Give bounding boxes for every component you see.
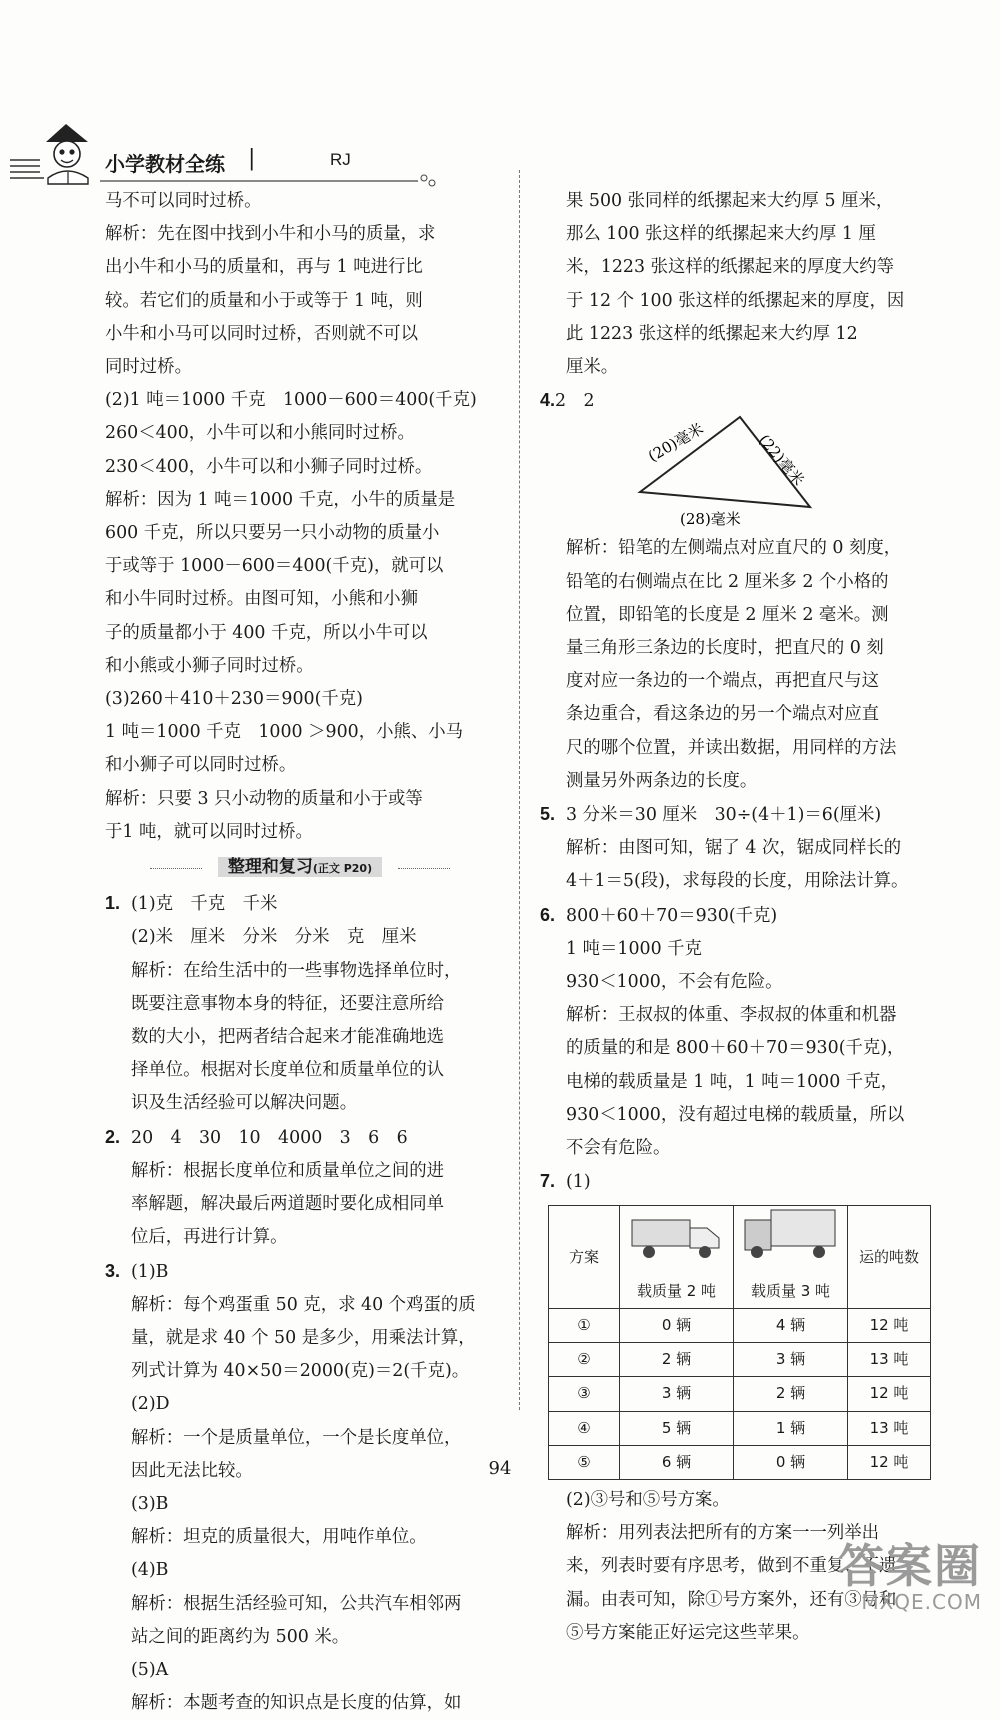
text-line: 600 千克，所以只要另一只小动物的质量小 bbox=[105, 523, 440, 544]
answer-text: 解析：根据生活经验可知，公共汽车相邻两 bbox=[131, 1593, 462, 1614]
table-cell: 3 辆 bbox=[620, 1377, 734, 1411]
text-line bbox=[540, 532, 960, 565]
answer-text: 的质量的和是 800＋60＋70＝930(千克)， bbox=[566, 1038, 905, 1059]
review-answers-left bbox=[105, 887, 505, 1720]
truck-2t-icon bbox=[627, 1212, 727, 1262]
question-number: 5. bbox=[540, 804, 556, 825]
text-line: 260＜400，小牛可以和小熊同时过桥。 bbox=[105, 423, 415, 444]
text-line: 米，1223 张这样的纸摞起来的厚度大约等 bbox=[566, 257, 895, 278]
text-line bbox=[105, 1221, 505, 1254]
text-line: (2)1 吨＝1000 千克 1000－600＝400(千克) bbox=[105, 390, 477, 411]
question-number: 4. bbox=[540, 390, 556, 411]
text-line bbox=[105, 1521, 505, 1554]
watermark bbox=[838, 1530, 982, 1614]
answer-text: 930＜1000，不会有危险。 bbox=[566, 972, 783, 993]
answer-text: 既要注意事物本身的特征，还要注意所给 bbox=[131, 993, 445, 1014]
text-line: 子的质量都小于 400 千克，所以小牛可以 bbox=[105, 622, 428, 643]
text-line bbox=[105, 1289, 505, 1322]
section-title: 整理和复习 bbox=[227, 857, 313, 878]
text-line: 解析：因为 1 吨＝1000 千克，小牛的质量是 bbox=[105, 489, 456, 510]
text-line bbox=[105, 1054, 505, 1087]
text-line: 小牛和小马可以同时过桥，否则就不可以 bbox=[105, 323, 419, 344]
answer-text: 位后，再进行计算。 bbox=[131, 1227, 288, 1248]
question-line bbox=[105, 887, 505, 921]
table-row bbox=[549, 1343, 931, 1377]
answer-text: 数的大小，把两者结合起来才能准确地选 bbox=[131, 1027, 445, 1048]
table-cell: 12 吨 bbox=[848, 1445, 931, 1479]
text-line bbox=[105, 955, 505, 988]
answer-text: 位置，即铅笔的长度是 2 厘米 2 毫米。测 bbox=[566, 604, 889, 625]
text-line: 和小狮子可以同时过桥。 bbox=[105, 755, 297, 776]
text-line bbox=[105, 921, 505, 954]
table-cell: 13 吨 bbox=[848, 1343, 931, 1377]
answer-text: 解析：一个是质量单位，一个是长度单位， bbox=[131, 1427, 462, 1448]
text-line bbox=[105, 1588, 505, 1621]
question-line bbox=[105, 1255, 505, 1289]
table-row bbox=[549, 1377, 931, 1411]
text-line: (3)260＋410＋230＝900(千克) bbox=[105, 689, 363, 710]
watermark-url: MXQE.COM bbox=[861, 1590, 982, 1614]
book-title: 小学教材全练 bbox=[105, 152, 225, 176]
triangle-figure bbox=[630, 412, 830, 532]
answer-text: 3 分米＝30 厘米 30÷(4＋1)＝6(厘米) bbox=[566, 805, 882, 826]
text-line: 1 吨＝1000 千克 1000 ＞900，小熊、小马 bbox=[105, 722, 464, 743]
truck-3t-label: 载质量 3 吨 bbox=[750, 1281, 831, 1300]
answer-text: (4)B bbox=[131, 1560, 169, 1581]
text-line bbox=[105, 1355, 505, 1388]
truck-3t-icon bbox=[741, 1206, 841, 1262]
question-number: 2. bbox=[105, 1126, 121, 1147]
table-header-cell bbox=[734, 1206, 848, 1308]
text-line bbox=[105, 1621, 505, 1654]
plan-table bbox=[548, 1205, 931, 1479]
text-line: 果 500 张同样的纸摞起来大约厚 5 厘米， bbox=[566, 191, 894, 211]
text-line: 于1 吨，就可以同时过桥。 bbox=[105, 821, 313, 842]
text-line bbox=[105, 1087, 505, 1120]
text-line: 出小牛和小马的质量和，再与 1 吨进行比 bbox=[105, 257, 423, 278]
answer-text: 解析：坦克的质量很大，用吨作单位。 bbox=[131, 1527, 427, 1548]
text-line bbox=[540, 732, 960, 765]
left-column bbox=[105, 185, 505, 1720]
table-cell: 1 辆 bbox=[734, 1411, 848, 1445]
table-cell: 0 辆 bbox=[734, 1445, 848, 1479]
table-cell: 13 吨 bbox=[848, 1411, 931, 1445]
text-line bbox=[540, 1099, 960, 1132]
table-cell: 12 吨 bbox=[848, 1377, 931, 1411]
question-line bbox=[540, 798, 960, 832]
question-line bbox=[105, 1121, 505, 1155]
answer-text: 测量另外两条边的长度。 bbox=[566, 770, 758, 791]
section-heading bbox=[150, 851, 450, 885]
text-line bbox=[540, 1032, 960, 1065]
text-line bbox=[540, 999, 960, 1032]
table-cell: ① bbox=[549, 1308, 620, 1342]
text-line bbox=[105, 1554, 505, 1587]
question-number: 6. bbox=[540, 904, 556, 925]
text-line bbox=[105, 1322, 505, 1355]
text-line bbox=[540, 832, 960, 865]
truck-2t-label: 载质量 2 吨 bbox=[636, 1281, 717, 1300]
table-header-cell bbox=[620, 1206, 734, 1308]
text-line bbox=[540, 765, 960, 798]
text-line: 解析：用列表法把所有的方案一一列举出 bbox=[566, 1523, 880, 1544]
table-cell: 12 吨 bbox=[848, 1308, 931, 1342]
text-line bbox=[540, 566, 960, 599]
text-line: (2)③号和⑤号方案。 bbox=[566, 1489, 730, 1510]
answers-right bbox=[540, 532, 960, 1199]
answer-text: 解析：本题考查的知识点是长度的估算，如 bbox=[131, 1693, 462, 1714]
page-number: 94 bbox=[488, 1458, 512, 1479]
triangle-left-label: (20)毫米 bbox=[645, 419, 707, 466]
text-line bbox=[540, 599, 960, 632]
answer-text: 尺的哪个位置，并读出数据，用同样的方法 bbox=[566, 737, 897, 758]
title-separator: | bbox=[248, 146, 256, 171]
text-line: 马不可以同时过桥。 bbox=[105, 191, 262, 211]
answer-text: (1)克 千克 千米 bbox=[131, 894, 278, 915]
triangle-bottom-label: (28)毫米 bbox=[680, 510, 741, 529]
text-line: 来，列表时要有序思考，做到不重复、不遗 bbox=[566, 1556, 897, 1577]
answer-text: 条边重合，看这条边的另一个端点对应直 bbox=[566, 704, 880, 725]
text-line bbox=[105, 988, 505, 1021]
answer-text: 率解题，解决最后两道题时要化成相同单 bbox=[131, 1194, 445, 1215]
text-line: 于或等于 1000－600＝400(千克)，就可以 bbox=[105, 556, 444, 577]
text-line: 解析：只要 3 只小动物的质量和小于或等 bbox=[105, 788, 423, 809]
triangle-right-label: (22)毫米 bbox=[754, 431, 808, 490]
answer-text: 解析：王叔叔的体重、李叔叔的体重和机器 bbox=[566, 1005, 897, 1026]
answer-text: (2)D bbox=[131, 1394, 170, 1415]
table-header-cell: 方案 bbox=[549, 1206, 620, 1308]
answer-text: (1) bbox=[566, 1172, 591, 1193]
text-line bbox=[105, 1188, 505, 1221]
text-line bbox=[105, 1687, 505, 1720]
answer-text: 1 吨＝1000 千克 bbox=[566, 938, 702, 959]
text-line: 较。若它们的质量和小于或等于 1 吨，则 bbox=[105, 290, 423, 311]
answer-text: 不会有危险。 bbox=[566, 1138, 671, 1159]
answer-text: (5)A bbox=[131, 1659, 169, 1680]
column-divider bbox=[519, 170, 520, 1410]
table-cell: 3 辆 bbox=[734, 1343, 848, 1377]
text-line: 和小熊或小狮子同时过桥。 bbox=[105, 655, 314, 676]
answer-text: (3)B bbox=[131, 1493, 169, 1514]
answer-text: 解析：铅笔的左侧端点对应直尺的 0 刻度， bbox=[566, 538, 902, 559]
table-cell: 6 辆 bbox=[620, 1445, 734, 1479]
answer-text: 2 2 bbox=[555, 391, 595, 412]
text-line bbox=[105, 1388, 505, 1421]
table-cell: 5 辆 bbox=[620, 1411, 734, 1445]
text-line bbox=[540, 698, 960, 731]
text-line: 此 1223 张这样的纸摞起来大约厚 12 bbox=[566, 323, 858, 344]
question-line bbox=[540, 899, 960, 933]
text-line bbox=[540, 933, 960, 966]
text-line: 厘米。 bbox=[566, 357, 619, 378]
table-cell: ④ bbox=[549, 1411, 620, 1445]
text-line: 同时过桥。 bbox=[105, 357, 192, 378]
text-line bbox=[540, 865, 960, 898]
table-row bbox=[549, 1411, 931, 1445]
text-line: ⑤号方案能正好运完这些苹果。 bbox=[566, 1622, 810, 1643]
text-line bbox=[540, 665, 960, 698]
text-line bbox=[105, 1155, 505, 1188]
answer-text: 930＜1000，没有超过电梯的载质量，所以 bbox=[566, 1104, 905, 1125]
text-line bbox=[105, 1422, 505, 1455]
table-cell: 2 辆 bbox=[734, 1377, 848, 1411]
question-number: 7. bbox=[540, 1171, 556, 1192]
table-cell: 2 辆 bbox=[620, 1343, 734, 1377]
question-number: 3. bbox=[105, 1260, 121, 1281]
text-line: 漏。由表可知，除①号方案外，还有③号和 bbox=[566, 1589, 897, 1610]
answer-text: 20 4 30 10 4000 3 6 6 bbox=[131, 1127, 408, 1148]
answer-text: 铅笔的右侧端点在比 2 厘米多 2 个小格的 bbox=[566, 571, 889, 592]
text-line: 230＜400，小牛可以和小狮子同时过桥。 bbox=[105, 456, 433, 477]
edition-label: RJ bbox=[330, 150, 351, 169]
answer-text: (1)B bbox=[131, 1261, 169, 1282]
answer-text: 择单位。根据对长度单位和质量单位的认 bbox=[131, 1060, 445, 1081]
answer-text: 度对应一条边的一个端点，再把直尺与这 bbox=[566, 671, 880, 692]
answer-text: 电梯的载质量是 1 吨，1 吨＝1000 千克， bbox=[566, 1071, 898, 1092]
question-line bbox=[540, 1165, 960, 1199]
answer-text: 解析：根据长度单位和质量单位之间的进 bbox=[131, 1160, 445, 1181]
text-line: 那么 100 张这样的纸摞起来大约厚 1 厘 bbox=[566, 224, 876, 245]
answer-text: 4＋1＝5(段)，求每段的长度，用除法计算。 bbox=[566, 871, 909, 892]
answer-text: 站之间的距离约为 500 米。 bbox=[131, 1626, 350, 1647]
answer-text: (2)米 厘米 分米 分米 克 厘米 bbox=[131, 927, 417, 948]
answer-text: 量，就是求 40 个 50 是多少，用乘法计算， bbox=[131, 1327, 476, 1348]
answer-text: 解析：每个鸡蛋重 50 克，求 40 个鸡蛋的质 bbox=[131, 1294, 476, 1315]
text-line bbox=[105, 1488, 505, 1521]
text-line: 和小牛同时过桥。由图可知，小熊和小狮 bbox=[105, 589, 419, 610]
page-header bbox=[0, 112, 1000, 192]
text-line bbox=[105, 1654, 505, 1687]
table-cell: ⑤ bbox=[549, 1445, 620, 1479]
table-cell: ③ bbox=[549, 1377, 620, 1411]
answer-text: 800＋60＋70＝930(千克) bbox=[566, 905, 778, 926]
table-cell: ② bbox=[549, 1343, 620, 1377]
right-column bbox=[540, 185, 960, 1650]
text-line bbox=[540, 1132, 960, 1165]
table-cell: 0 辆 bbox=[620, 1308, 734, 1342]
text-line: 于 12 个 100 张这样的纸摞起来的厚度，因 bbox=[566, 290, 905, 311]
text-line bbox=[540, 1066, 960, 1099]
answer-text: 因此无法比较。 bbox=[131, 1460, 253, 1481]
watermark-brand: 答案圈 bbox=[838, 1539, 982, 1593]
answer-text: 解析：由图可知，锯了 4 次，锯成同样长的 bbox=[566, 838, 902, 859]
table-header-cell: 运的吨数 bbox=[848, 1206, 931, 1308]
question-number: 1. bbox=[105, 893, 121, 914]
text-line bbox=[540, 632, 960, 665]
text-line bbox=[105, 1021, 505, 1054]
table-cell: 4 辆 bbox=[734, 1308, 848, 1342]
answer-text: 解析：在给生活中的一些事物选择单位时， bbox=[131, 960, 462, 981]
text-line bbox=[540, 966, 960, 999]
text-line: 解析：先在图中找到小牛和小马的质量，求 bbox=[105, 224, 436, 245]
answer-text: 列式计算为 40×50＝2000(克)＝2(千克)。 bbox=[131, 1361, 470, 1382]
answer-text: 识及生活经验可以解决问题。 bbox=[131, 1093, 358, 1114]
answer-text: 量三角形三条边的长度时，把直尺的 0 刻 bbox=[566, 638, 884, 659]
section-ref: (正文 P20) bbox=[312, 862, 373, 876]
table-row bbox=[549, 1308, 931, 1342]
